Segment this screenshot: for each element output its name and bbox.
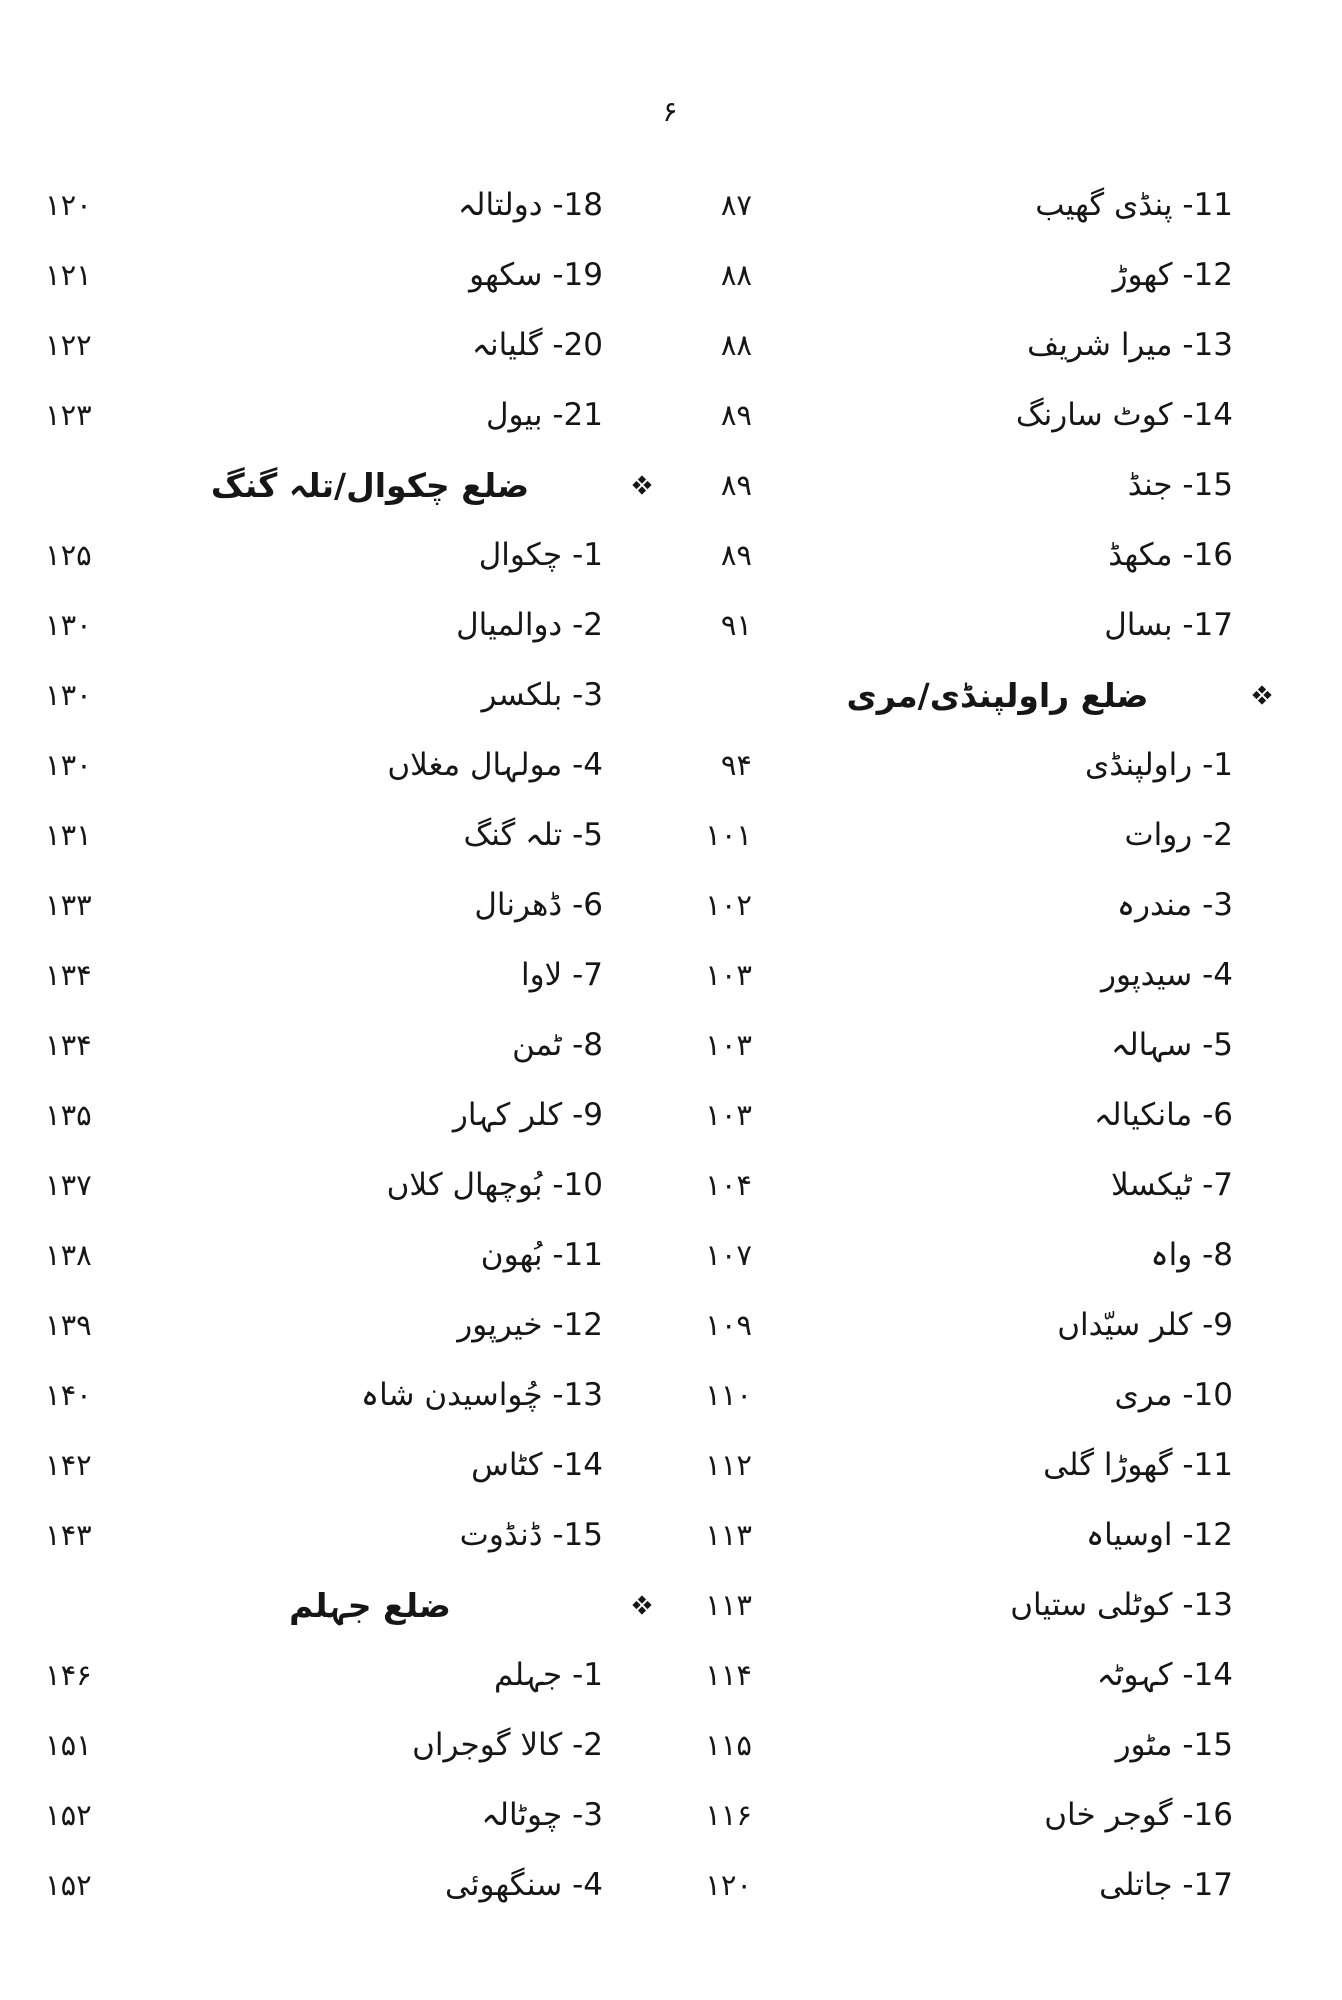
page-number-left: ۱۲۰: [45, 188, 92, 222]
page-number-mid: ۸۹: [720, 468, 752, 502]
page-number-left: ۱۲۳: [45, 398, 92, 432]
toc-entry: 9- کلر کہار: [452, 1097, 603, 1133]
page-number-left: ۱۳۱: [45, 818, 92, 852]
page-number-left: ۱۳۴: [45, 958, 92, 992]
mid-cell: [605, 730, 760, 800]
toc-row: [45, 1850, 1342, 1920]
page-number-left: ۱۳۸: [45, 1238, 92, 1272]
page-number-mid: ۹۴: [720, 748, 752, 782]
page-number-left: ۱۴۳: [45, 1518, 92, 1552]
mid-cell: [605, 1850, 760, 1920]
page-number-mid: ۱۱۳: [705, 1518, 752, 1552]
page-header-number: ۶: [662, 95, 678, 128]
marker-cell: [1235, 800, 1295, 870]
toc-row: [45, 940, 1342, 1010]
mid-cell: [605, 1150, 760, 1220]
page-number-left: ۱۳۳: [45, 888, 92, 922]
mid-cell: [605, 1500, 760, 1570]
marker-cell: [1235, 1290, 1295, 1360]
toc-row: [45, 1430, 1342, 1500]
toc-entry: 14- کوٹ سارنگ: [1015, 397, 1233, 433]
toc-entry: 3- چوٹالہ: [481, 1797, 603, 1833]
mid-cell: [605, 1080, 760, 1150]
mid-cell: [605, 1290, 760, 1360]
toc-entry: 2- کالا گوجراں: [412, 1727, 603, 1763]
toc-entry: 4- سیدپور: [1101, 957, 1233, 993]
mid-cell: [605, 660, 760, 730]
mid-cell: [605, 1780, 760, 1850]
toc-entry: 2- دوالمیال: [456, 607, 603, 643]
section-header: ضلع جہلم: [289, 1585, 451, 1625]
marker-cell: [1235, 520, 1295, 590]
page-number-left: ۱۲۵: [45, 538, 92, 572]
section-marker-icon: [1251, 684, 1273, 706]
toc-entry: 15- ڈنڈوت: [459, 1517, 603, 1553]
page-number-mid: ۸۸: [720, 258, 752, 292]
toc-entry: 13- چُواسیدن شاہ: [360, 1377, 603, 1413]
mid-cell: [605, 1360, 760, 1430]
toc-row: [45, 240, 1342, 310]
marker-cell: [1235, 1640, 1295, 1710]
toc-entry: 4- سنگھوئی: [445, 1867, 603, 1903]
toc-entry: 10- بُوچھال کلاں: [386, 1167, 603, 1203]
page-number-left: ۱۵۲: [45, 1868, 92, 1902]
toc-entry: 4- مولہال مغلاں: [387, 747, 603, 783]
page-number-left: ۱۳۷: [45, 1168, 92, 1202]
marker-cell: [1235, 450, 1295, 520]
page-number-left: [45, 450, 135, 520]
toc-row: [45, 1640, 1342, 1710]
marker-cell: [1235, 1360, 1295, 1430]
toc-row: [45, 1710, 1342, 1780]
page-number-left: [45, 1570, 135, 1640]
toc-entry: 2- روات: [1124, 817, 1233, 853]
page-number-mid: ۸۸: [720, 328, 752, 362]
toc-entry: 3- بلکسر: [481, 677, 603, 713]
marker-cell: [1235, 1570, 1295, 1640]
toc-entry: 19- سکھو: [469, 257, 603, 293]
marker-cell: [1235, 1780, 1295, 1850]
page-number-mid: ۸۷: [720, 188, 752, 222]
page-number-left: ۱۴۲: [45, 1448, 92, 1482]
marker-cell: [1235, 1080, 1295, 1150]
marker-cell: [1235, 1710, 1295, 1780]
page-number-left: ۱۵۱: [45, 1728, 92, 1762]
toc-entry: 7- لاوا: [520, 957, 603, 993]
toc-grid: [0, 170, 1342, 1920]
marker-cell: [1235, 1150, 1295, 1220]
toc-entry: 11- پنڈی گھیب: [1035, 187, 1233, 223]
toc-row: [45, 520, 1342, 590]
section-header: ضلع راولپنڈی/مری: [846, 675, 1149, 715]
toc-entry: 9- کلر سیّداں: [1057, 1307, 1233, 1343]
mid-cell: [605, 1220, 760, 1290]
mid-cell: [605, 170, 760, 240]
mid-cell: [605, 1010, 760, 1080]
mid-cell: [605, 870, 760, 940]
section-marker-icon: [631, 1594, 653, 1616]
toc-entry: 11- گھوڑا گلی: [1043, 1447, 1233, 1483]
toc-entry: 15- جنڈ: [1127, 467, 1233, 503]
page-number-left: ۱۳۴: [45, 1028, 92, 1062]
toc-row: [45, 380, 1342, 450]
toc-row: [45, 870, 1342, 940]
page-number-mid: ۱۱۴: [705, 1658, 752, 1692]
toc-row: [45, 1010, 1342, 1080]
toc-row: [45, 1360, 1342, 1430]
page-number-mid: ۱۱۵: [705, 1728, 752, 1762]
toc-entry: 20- گلیانہ: [471, 327, 603, 363]
marker-cell: [1235, 1430, 1295, 1500]
marker-cell: [1235, 1500, 1295, 1570]
toc-entry: 16- مکھڈ: [1108, 537, 1233, 573]
marker-cell: [1235, 730, 1295, 800]
toc-row: [45, 450, 1342, 520]
page-number-left: ۱۲۱: [45, 258, 92, 292]
toc-entry: 15- مٹور: [1115, 1727, 1233, 1763]
page-number-mid: ۱۰۴: [705, 1168, 752, 1202]
page-number-left: ۱۳۹: [45, 1308, 92, 1342]
mid-cell: [605, 1710, 760, 1780]
page-number-left: ۱۳۰: [45, 608, 92, 642]
toc-entry: 8- ٹمن: [512, 1027, 603, 1063]
page-number-left: ۱۵۲: [45, 1798, 92, 1832]
marker-cell: [1235, 170, 1295, 240]
page-number-mid: ۸۹: [720, 538, 752, 572]
toc-entry: 13- کوٹلی ستیاں: [1010, 1587, 1233, 1623]
mid-cell: [605, 520, 760, 590]
section-marker-icon: [631, 474, 653, 496]
toc-entry: 14- کٹاس: [471, 1447, 603, 1483]
toc-entry: 6- مانکیالہ: [1094, 1097, 1233, 1133]
mid-cell: [605, 1570, 760, 1640]
marker-cell: [1235, 590, 1295, 660]
page-number-mid: ۹۱: [720, 608, 752, 642]
page-number-mid: ۱۱۶: [705, 1798, 752, 1832]
toc-entry: 1- جہلم: [494, 1657, 603, 1693]
toc-entry: 17- بسال: [1104, 607, 1233, 643]
toc-row: [45, 1080, 1342, 1150]
page-number-left: ۱۴۶: [45, 1658, 92, 1692]
page-number-left: ۱۳۰: [45, 678, 92, 712]
marker-cell: [1235, 1010, 1295, 1080]
toc-entry: 17- جاتلی: [1099, 1867, 1233, 1903]
page-number-mid: ۱۰۳: [705, 1098, 752, 1132]
page-number-mid: ۱۰۳: [705, 958, 752, 992]
toc-entry: 16- گوجر خاں: [1044, 1797, 1233, 1833]
marker-cell: [1235, 380, 1295, 450]
toc-entry: 8- واہ: [1150, 1237, 1233, 1273]
toc-entry: 13- میرا شریف: [1027, 327, 1233, 363]
toc-row: [45, 590, 1342, 660]
toc-row: [45, 170, 1342, 240]
toc-entry: 18- دولتالہ: [457, 187, 603, 223]
mid-cell: [605, 310, 760, 380]
mid-cell: [605, 450, 760, 520]
toc-entry: 12- کھوڑ: [1112, 257, 1233, 293]
toc-row: [45, 730, 1342, 800]
toc-row: [45, 1570, 1342, 1640]
mid-cell: [605, 1640, 760, 1710]
toc-entry: 1- راولپنڈی: [1084, 747, 1233, 783]
marker-cell: [1235, 1850, 1295, 1920]
marker-cell: [1235, 660, 1295, 730]
page-number-mid: ۱۰۱: [705, 818, 752, 852]
mid-cell: [605, 590, 760, 660]
page-number-left: ۱۳۵: [45, 1098, 92, 1132]
mid-cell: [605, 1430, 760, 1500]
page-number-mid: ۱۱۳: [705, 1588, 752, 1622]
page-number-left: ۱۲۲: [45, 328, 92, 362]
toc-entry: 5- تلہ گنگ: [463, 817, 603, 853]
page-number-left: ۱۴۰: [45, 1378, 92, 1412]
toc-row: [45, 1150, 1342, 1220]
marker-cell: [1235, 870, 1295, 940]
page-number-mid: ۱۰۷: [705, 1238, 752, 1272]
toc-row: [45, 1500, 1342, 1570]
toc-row: [45, 1780, 1342, 1850]
toc-entry: 12- اوسیاہ: [1085, 1517, 1233, 1553]
mid-cell: [605, 240, 760, 310]
page-number-left: ۱۳۰: [45, 748, 92, 782]
mid-cell: [605, 940, 760, 1010]
marker-cell: [1235, 310, 1295, 380]
toc-entry: 21- بیول: [485, 397, 603, 433]
marker-cell: [1235, 240, 1295, 310]
toc-entry: 10- مری: [1114, 1377, 1233, 1413]
toc-row: [45, 1290, 1342, 1360]
toc-row: [45, 660, 1342, 730]
mid-cell: [605, 800, 760, 870]
section-header: ضلع چکوال/تلہ گنگ: [210, 465, 530, 505]
toc-entry: 14- کہوٹہ: [1096, 1657, 1233, 1693]
toc-row: [45, 310, 1342, 380]
toc-entry: 6- ڈھرنال: [474, 887, 603, 923]
page-number-mid: ۱۱۲: [705, 1448, 752, 1482]
toc-row: [45, 800, 1342, 870]
page-number-mid: ۱۰۹: [705, 1308, 752, 1342]
page-number-mid: ۱۰۲: [705, 888, 752, 922]
marker-cell: [1235, 940, 1295, 1010]
toc-entry: 5- سہالہ: [1111, 1027, 1233, 1063]
toc-entry: 1- چکوال: [478, 537, 603, 573]
toc-entry: 12- خیرپور: [457, 1307, 603, 1343]
page-number-mid: ۱۱۰: [705, 1378, 752, 1412]
page-number-mid: ۱۲۰: [705, 1868, 752, 1902]
page-number-mid: ۸۹: [720, 398, 752, 432]
page-number-mid: ۱۰۳: [705, 1028, 752, 1062]
toc-entry: 11- بُھون: [480, 1237, 603, 1273]
mid-cell: [605, 380, 760, 450]
toc-entry: 7- ٹیکسلا: [1110, 1167, 1233, 1203]
toc-entry: 3- مندرہ: [1116, 887, 1233, 923]
marker-cell: [1235, 1220, 1295, 1290]
toc-row: [45, 1220, 1342, 1290]
